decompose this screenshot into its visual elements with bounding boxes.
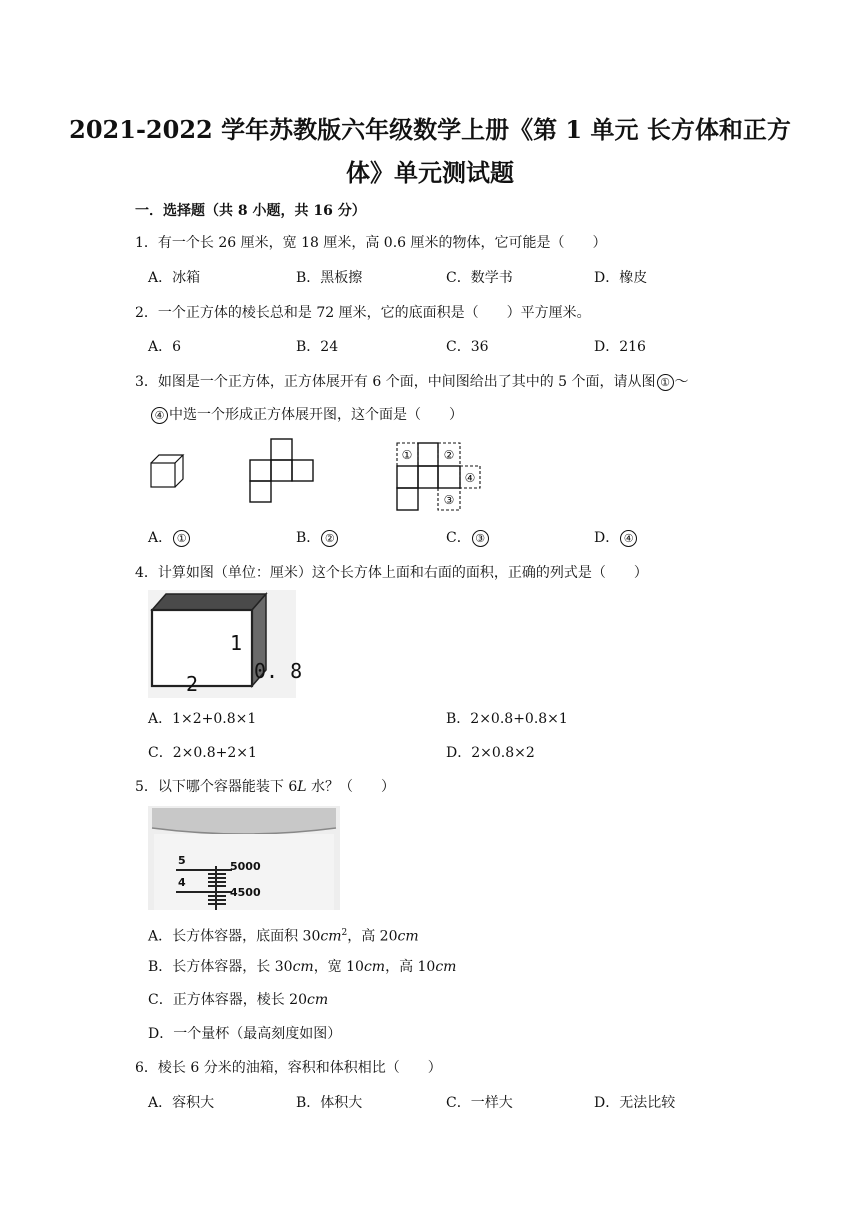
label-depth: 0. 8 [254, 659, 303, 683]
question-5-text-a: 5．以下哪个容器能装下 6 [135, 779, 298, 795]
q6-option-d[interactable]: D．无法比较 [594, 1095, 676, 1111]
label-length: 2 [186, 672, 199, 696]
q6-option-a[interactable]: A．容积大 [148, 1095, 215, 1111]
q5-option-d[interactable]: D．一个量杯（最高刻度如图） [148, 1026, 342, 1042]
q3-option-c[interactable] [446, 528, 490, 548]
partial-net-figure [248, 436, 318, 512]
q4-option-c[interactable]: C．2×0.8+2×1 [148, 745, 257, 761]
question-4: 4．计算如图（单位：厘米）这个长方体上面和右面的面积，正确的列式是（ ） [135, 565, 648, 581]
cuboid-figure [148, 590, 303, 698]
q5-b-text1: B．长方体容器，长 30 [148, 959, 293, 975]
q5-a-unit2: cm [397, 928, 419, 945]
question-3-text-a: 3．如图是一个正方体，正方体展开有 6 个面，中间图给出了其中的 5 个面，请从图 [135, 374, 656, 390]
q2-option-a[interactable]: A．6 [148, 339, 182, 355]
cup-value-4500: 4500 [230, 886, 261, 899]
q5-b-text3: ，高 10 [385, 959, 436, 975]
question-5 [135, 777, 395, 797]
net-label-4: ④ [464, 471, 476, 485]
q1-option-a[interactable]: A．冰箱 [148, 270, 201, 286]
q5-b-unit: cm [292, 959, 314, 975]
q5-option-c[interactable] [148, 990, 328, 1010]
q5-a-text2: ，高 20 [347, 928, 398, 945]
q5-b-text2: ，宽 10 [313, 959, 364, 975]
cube-figure [148, 452, 188, 492]
question-3-text-b: ～ [674, 374, 689, 390]
q6-option-c[interactable]: C．一样大 [446, 1095, 513, 1111]
q5-c-unit: cm [306, 992, 329, 1008]
circled-1-answer: ① [173, 530, 190, 547]
q3-option-b[interactable] [296, 528, 339, 548]
circled-2-answer: ② [321, 530, 338, 547]
q3-option-d-prefix: D． [594, 530, 620, 546]
q4-option-b[interactable]: B．2×0.8+0.8×1 [446, 711, 568, 727]
q2-option-d[interactable]: D．216 [594, 339, 646, 355]
q5-c-text1: C．正方体容器，棱长 20 [148, 992, 307, 1008]
q2-option-c[interactable]: C．36 [446, 339, 489, 355]
question-3-text-c: 中选一个形成正方体展开图，这个面是（ ） [169, 407, 463, 423]
question-1: 1．有一个长 26 厘米，宽 18 厘米，高 0.6 厘米的物体，它可能是（ ） [135, 235, 607, 251]
question-5-unit: L [297, 779, 307, 795]
q5-option-b[interactable] [148, 957, 456, 977]
question-3-line1 [135, 372, 689, 392]
section-heading: 一．选择题（共 8 小题，共 16 分） [135, 203, 366, 219]
question-2: 2．一个正方体的棱长总和是 72 厘米，它的底面积是（ ）平方厘米。 [135, 305, 591, 321]
circled-1: ① [657, 374, 674, 391]
circled-4: ④ [151, 407, 168, 424]
measuring-cup-figure [148, 806, 340, 910]
q5-b-unit2: cm [363, 959, 386, 975]
document-title-line2: 体》单元测试题 [346, 158, 514, 187]
q3-option-b-prefix: B． [296, 530, 321, 546]
cup-mark-4: 4 [178, 876, 186, 889]
document-title-line1: 2021-2022 学年苏教版六年级数学上册《第 1 单元 长方体和正方 [69, 115, 791, 144]
q5-a-unit: cm [320, 928, 342, 945]
q4-option-d[interactable]: D．2×0.8×2 [446, 745, 535, 761]
q5-a-text1: A．长方体容器，底面积 30 [148, 928, 321, 945]
cup-mark-5: 5 [178, 854, 186, 867]
question-5-text-b: 水？（ ） [306, 779, 396, 795]
q3-option-a[interactable] [148, 528, 191, 548]
circled-4-answer: ④ [620, 530, 637, 547]
cup-value-5000: 5000 [230, 860, 261, 873]
question-6: 6．棱长 6 分米的油箱，容积和体积相比（ ） [135, 1060, 442, 1076]
q1-option-d[interactable]: D．橡皮 [594, 270, 648, 286]
q4-option-a[interactable]: A．1×2+0.8×1 [148, 711, 257, 727]
q3-option-a-prefix: A． [148, 530, 173, 546]
net-label-2: ② [443, 448, 455, 462]
question-3-line2 [150, 405, 463, 425]
q5-option-a[interactable] [148, 923, 419, 947]
q1-option-b[interactable]: B．黑板擦 [296, 270, 363, 286]
q2-option-b[interactable]: B．24 [296, 339, 339, 355]
net-label-1: ① [401, 448, 413, 462]
q5-b-unit3: cm [435, 959, 457, 975]
q3-option-c-prefix: C． [446, 530, 471, 546]
q1-option-c[interactable]: C．数学书 [446, 270, 513, 286]
net-options-figure [392, 440, 488, 516]
q6-option-b[interactable]: B．体积大 [296, 1095, 363, 1111]
circled-3-answer: ③ [472, 530, 489, 547]
net-label-3: ③ [443, 493, 455, 507]
label-height: 1 [230, 631, 243, 655]
q3-option-d[interactable] [594, 528, 638, 548]
q5-a-sup: 2 [341, 928, 348, 938]
